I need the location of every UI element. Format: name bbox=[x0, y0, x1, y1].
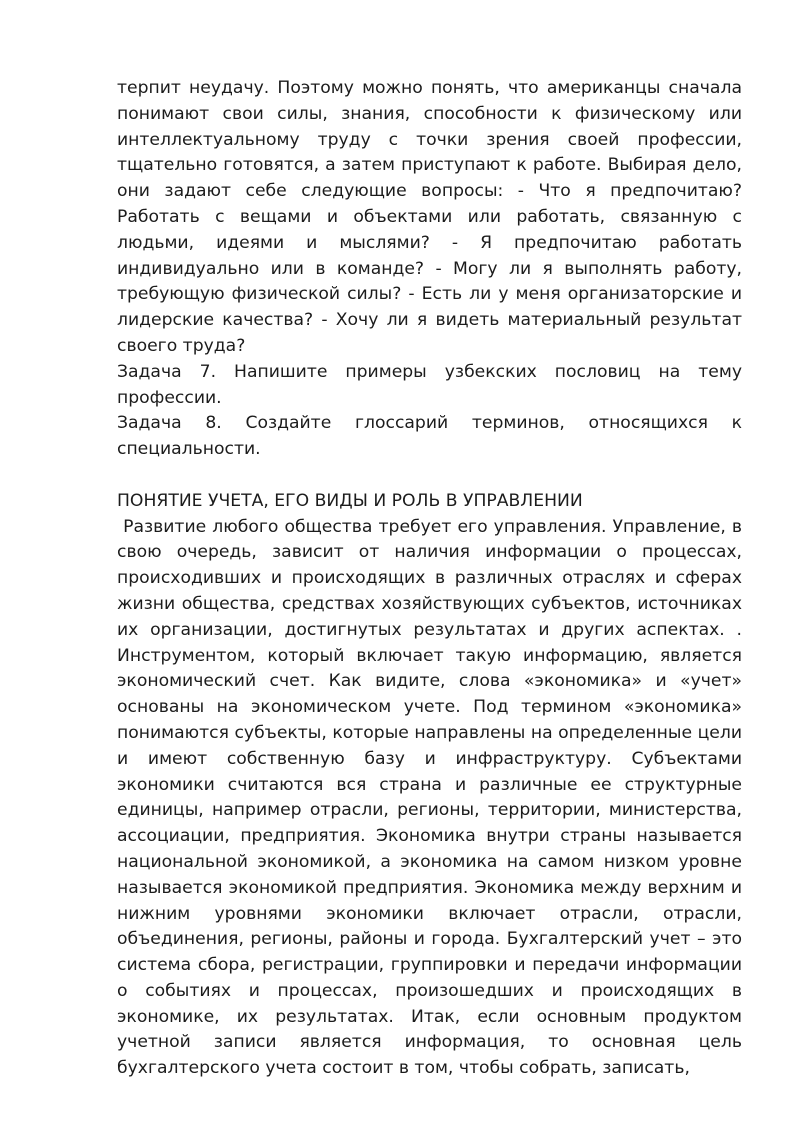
section-body-paragraph: Развитие любого общества требует его управления. Управление, в свою очередь, зависит от наличия информации о процессах, происходивших и происходящих в различных отраслях и сферах жизни общества, средствах хозяйствующих субъектов, источниках их организации, достигнутых результатах и других аспектах. . Инструментом, который включает такую информацию, является экономический счет. Как видите, слова «экономика» и «учет» основаны на экономическом учете. Под термином «экономика» понимаются субъекты, которые направлены на определенные цели и имеют собственную базу и инфраструктуру. Субъектами экономики считаются вся страна и различные ее структурные единицы, например отрасли, регионы, территории, министерства, ассоциации, предприятия. Экономика внутри страны называется национальной экономикой, а экономика на самом низком уровне называется экономикой предприятия. Экономика между верхним и нижним уровнями экономики включает отрасли, отрасли, объединения, регионы, районы и города. Бухгалтерский учет – это система сбора, регистрации, группировки и передачи информации о событиях и процессах, произошедших и происходящих в экономике, их результатах. Итак, если основным продуктом учетной записи является информация, то основная цель бухгалтерского учета состоит в том, чтобы собрать, записать, bbox=[117, 516, 748, 1079]
blank-line bbox=[117, 463, 742, 489]
paragraph-american-careers: терпит неудачу. Поэтому можно понять, что американцы сначала понимают свои силы, знания, способности к физическому или интеллектуальному труду с точки зрения своей профессии, тщательно готовятся, а затем приступают к работе. Выбирая дело, они задают себе следующие вопросы: - Что я предпочитаю? Работать с вещами и объектами или работать, связанную с людьми, идеями и мыслями? - Я предпочитаю работать индивидуально или в команде? - Могу ли я выполнять работу, требующую физической силы? - Есть ли у меня организаторские и лидерские качества? - Хочу ли я видеть материальный результат своего труда? bbox=[117, 78, 742, 356]
paragraph-task-7: Задача 7. Напишите примеры узбекских пословиц на тему профессии. bbox=[117, 361, 742, 408]
paragraph-task-8: Задача 8. Создайте глоссарий терминов, относящихся к специальности. bbox=[117, 413, 742, 460]
section-heading: ПОНЯТИЕ УЧЕТА, ЕГО ВИДЫ И РОЛЬ В УПРАВЛЕНИИ bbox=[117, 490, 583, 511]
document-page bbox=[117, 76, 748, 1082]
